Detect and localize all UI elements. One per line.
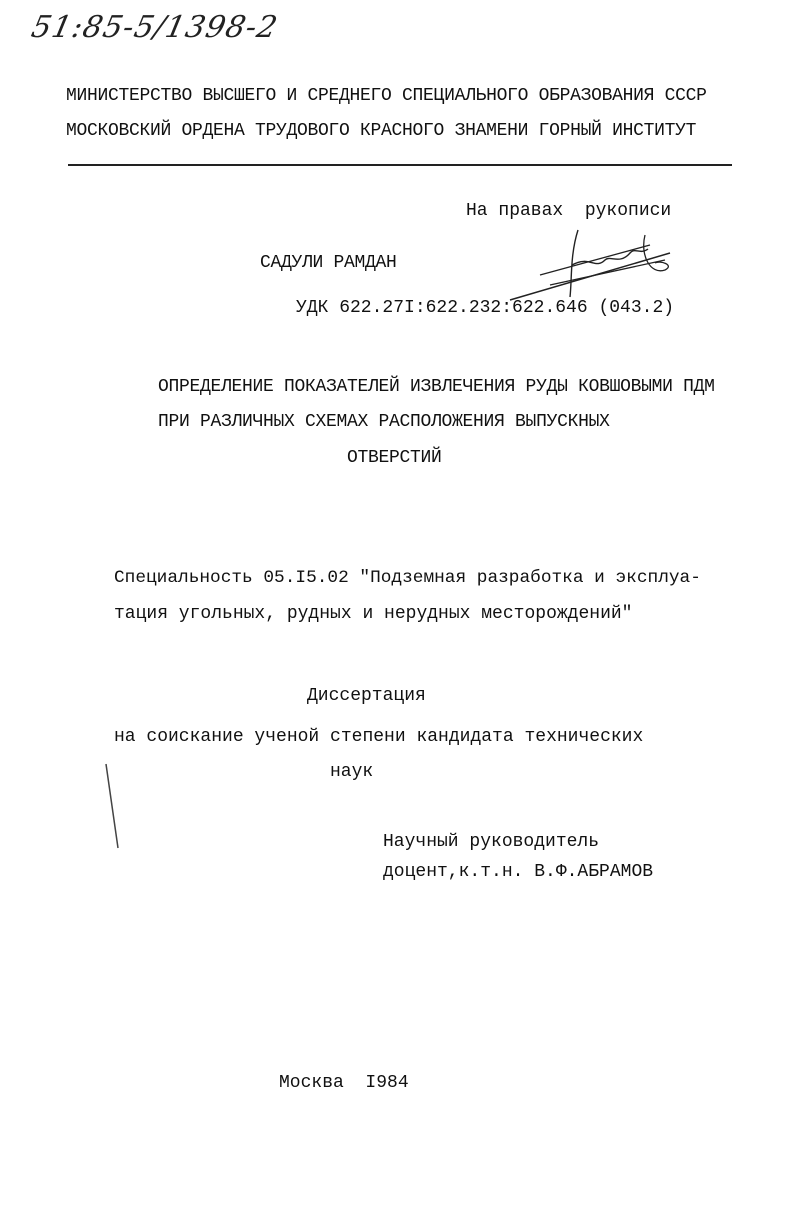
title-line-3: ОТВЕРСТИЙ xyxy=(347,448,442,468)
manuscript-note: На правах рукописи xyxy=(466,201,672,221)
advisor-name: доцент,к.т.н. В.Ф.АБРАМОВ xyxy=(383,862,654,882)
specialty-line-1: Специальность 05.I5.02 "Подземная разработка и эксплуа- xyxy=(114,568,701,588)
archive-number-handwritten: 51:85-5/1398-2 xyxy=(28,10,282,45)
place-year: Москва I984 xyxy=(279,1073,409,1093)
pencil-mark xyxy=(100,760,130,855)
title-line-1: ОПРЕДЕЛЕНИЕ ПОКАЗАТЕЛЕЙ ИЗВЛЕЧЕНИЯ РУДЫ КОВШОВЫМИ ПДМ xyxy=(158,377,715,397)
author-signature xyxy=(500,225,680,305)
author-name: САДУЛИ РАМДАН xyxy=(260,253,397,273)
advisor-label: Научный руководитель xyxy=(383,832,600,852)
degree-line: на соискание ученой степени кандидата технических xyxy=(114,727,644,747)
institute-heading: МОСКОВСКИЙ ОРДЕНА ТРУДОВОГО КРАСНОГО ЗНАМЕНИ ГОРНЫЙ ИНСТИТУТ xyxy=(66,121,697,141)
title-line-2: ПРИ РАЗЛИЧНЫХ СХЕМАХ РАСПОЛОЖЕНИЯ ВЫПУСКНЫХ xyxy=(158,412,610,432)
header-divider xyxy=(68,164,732,166)
ministry-heading: МИНИСТЕРСТВО ВЫСШЕГО И СРЕДНЕГО СПЕЦИАЛЬНОГО ОБРАЗОВАНИЯ СССР xyxy=(66,86,707,106)
degree-field: наук xyxy=(330,762,374,782)
dissertation-label: Диссертация xyxy=(307,686,426,706)
specialty-line-2: тация угольных, рудных и нерудных месторождений" xyxy=(114,604,633,624)
udk-code: УДК 622.27I:622.232:622.646 (043.2) xyxy=(296,298,675,318)
